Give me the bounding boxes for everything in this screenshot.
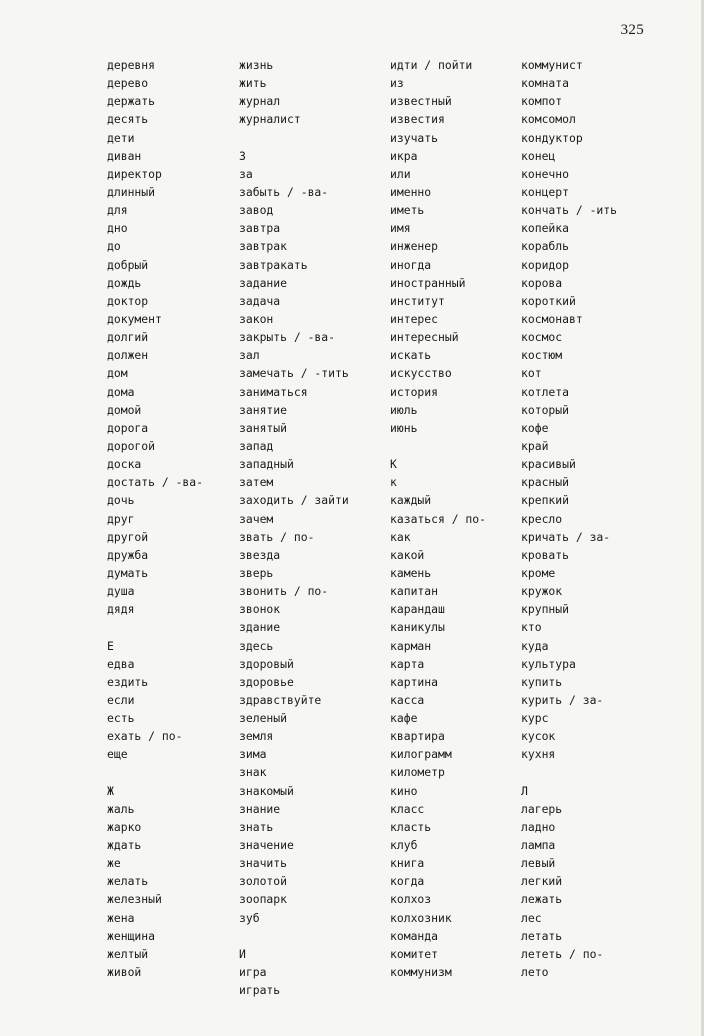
word-entry: изучать	[390, 130, 439, 145]
section-letter: Ж	[107, 783, 114, 798]
word-entry: завтра	[239, 221, 281, 236]
word-entry: ждать	[107, 838, 142, 853]
word-entry: летать	[521, 928, 563, 943]
word-entry: жена	[107, 910, 135, 925]
word-entry: кресло	[521, 511, 563, 526]
word-entry: жить	[239, 76, 267, 91]
word-entry: игра	[239, 965, 267, 980]
word-entry: закрыть / -ва-	[239, 330, 336, 345]
word-entry: кухня	[521, 747, 556, 762]
word-entry: доска	[107, 457, 142, 472]
word-entry: завод	[239, 203, 274, 218]
word-entry: костюм	[521, 348, 563, 363]
word-entry: комитет	[390, 946, 439, 961]
word-entry: куда	[521, 638, 549, 653]
word-entry: кровать	[521, 547, 570, 562]
word-entry: зуб	[239, 910, 260, 925]
word-entry: красивый	[521, 457, 576, 472]
word-entry: легкий	[521, 874, 563, 889]
word-entry: инженер	[390, 239, 439, 254]
word-entry: документ	[107, 311, 162, 326]
word-entry: икра	[390, 148, 418, 163]
word-entry: корабль	[521, 239, 570, 254]
word-entry: знак	[239, 765, 267, 780]
word-entry: класс	[390, 801, 425, 816]
word-entry: космонавт	[521, 311, 583, 326]
word-entry: золотой	[239, 874, 288, 889]
word-entry: земля	[239, 729, 274, 744]
word-entry: дождь	[107, 275, 142, 290]
word-entry: занятый	[239, 420, 288, 435]
word-entry: кончать / -ить	[521, 203, 618, 218]
word-entry: который	[521, 402, 570, 417]
word-entry: звонить / по-	[239, 584, 329, 599]
word-entry: журналист	[239, 112, 301, 127]
word-entry: крупный	[521, 602, 570, 617]
word-entry: женщина	[107, 928, 156, 943]
word-entry: жарко	[107, 819, 142, 834]
word-entry: лежать	[521, 892, 563, 907]
word-entry: крепкий	[521, 493, 570, 508]
word-entry: кружок	[521, 584, 563, 599]
word-entry: иностранный	[390, 275, 466, 290]
section-letter: К	[390, 457, 397, 472]
word-entry: за	[239, 166, 253, 181]
word-entry: заходить / зайти	[239, 493, 349, 508]
word-entry: котлета	[521, 384, 570, 399]
word-entry: колхоз	[390, 892, 432, 907]
word-entry: каждый	[390, 493, 432, 508]
word-entry: концерт	[521, 184, 570, 199]
word-entry: домой	[107, 402, 142, 417]
word-entry: комсомол	[521, 112, 576, 127]
word-entry: ехать / по-	[107, 729, 183, 744]
word-entry: еще	[107, 747, 128, 762]
section-gap	[239, 927, 349, 945]
word-entry: здание	[239, 620, 281, 635]
word-entry: долгий	[107, 330, 149, 345]
word-entry: журнал	[239, 94, 281, 109]
word-entry: звезда	[239, 547, 281, 562]
word-entry: же	[107, 856, 121, 871]
word-entry: зал	[239, 348, 260, 363]
word-entry: дома	[107, 384, 135, 399]
word-entry: конечно	[521, 166, 570, 181]
word-entry: карандаш	[390, 602, 445, 617]
word-entry: знание	[239, 801, 281, 816]
word-entry: кафе	[390, 711, 418, 726]
word-entry: из	[390, 76, 404, 91]
word-entry: значение	[239, 838, 294, 853]
word-entry: дно	[107, 221, 128, 236]
word-entry: есть	[107, 711, 135, 726]
section-gap	[521, 763, 617, 781]
word-entry: зеленый	[239, 711, 288, 726]
word-entry: кусок	[521, 729, 556, 744]
page-number: 325	[620, 22, 644, 38]
word-entry: другой	[107, 529, 149, 544]
word-entry: дерево	[107, 76, 149, 91]
word-entry: иметь	[390, 203, 425, 218]
word-entry: клуб	[390, 838, 418, 853]
word-entry: желать	[107, 874, 149, 889]
word-entry: колхозник	[390, 910, 452, 925]
word-entry: кофе	[521, 420, 549, 435]
section-gap	[390, 437, 486, 455]
word-entry: запад	[239, 438, 274, 453]
word-entry: дядя	[107, 602, 135, 617]
word-entry: какой	[390, 547, 425, 562]
word-entry: имя	[390, 221, 411, 236]
word-entry: деревня	[107, 58, 156, 72]
word-entry: или	[390, 166, 411, 181]
word-entry: доктор	[107, 293, 149, 308]
word-entry: картина	[390, 674, 439, 689]
word-entry: зверь	[239, 565, 274, 580]
word-entry: коммунист	[521, 58, 583, 72]
word-entry: левый	[521, 856, 556, 871]
word-entry: значить	[239, 856, 288, 871]
word-entry: каникулы	[390, 620, 445, 635]
section-gap	[107, 763, 203, 781]
word-entry: кроме	[521, 565, 556, 580]
word-entry: дорогой	[107, 438, 156, 453]
word-entry: звонок	[239, 602, 281, 617]
word-entry: когда	[390, 874, 425, 889]
word-entry: кто	[521, 620, 542, 635]
word-entry: лето	[521, 965, 549, 980]
word-entry: забыть / -ва-	[239, 184, 329, 199]
word-entry: коридор	[521, 257, 570, 272]
word-entry: дом	[107, 366, 128, 381]
word-entry: квартира	[390, 729, 445, 744]
word-entry: дочь	[107, 493, 135, 508]
word-entry: известия	[390, 112, 445, 127]
word-entry: компот	[521, 94, 563, 109]
word-entry: зоопарк	[239, 892, 288, 907]
word-entry: коммунизм	[390, 965, 452, 980]
word-entry: класть	[390, 819, 432, 834]
word-entry: западный	[239, 457, 294, 472]
word-entry: зима	[239, 747, 267, 762]
word-entry: кот	[521, 366, 542, 381]
word-entry: здравствуйте	[239, 692, 322, 707]
word-entry: кино	[390, 783, 418, 798]
word-entry: килограмм	[390, 747, 452, 762]
word-entry: край	[521, 438, 549, 453]
word-entry: известный	[390, 94, 452, 109]
word-entry: курить / за-	[521, 692, 604, 707]
word-entry: должен	[107, 348, 149, 363]
word-entry: ладно	[521, 819, 556, 834]
word-entry: конец	[521, 148, 556, 163]
word-entry: казаться / по-	[390, 511, 487, 526]
word-entry: завтракать	[239, 257, 308, 272]
section-letter: И	[239, 946, 246, 961]
word-entry: железный	[107, 892, 162, 907]
word-entry: интерес	[390, 311, 439, 326]
word-entry: лес	[521, 910, 542, 925]
word-entry: камень	[390, 565, 432, 580]
word-entry: достать / -ва-	[107, 475, 204, 490]
word-entry: душа	[107, 584, 135, 599]
word-entry: затем	[239, 475, 274, 490]
word-entry: комната	[521, 76, 570, 91]
word-entry: короткий	[521, 293, 576, 308]
word-entry: корова	[521, 275, 563, 290]
word-entry: знакомый	[239, 783, 294, 798]
word-entry: знать	[239, 819, 274, 834]
word-entry: искать	[390, 348, 432, 363]
word-entry: дорога	[107, 420, 149, 435]
word-entry: желтый	[107, 946, 149, 961]
word-entry: диван	[107, 148, 142, 163]
word-entry: дети	[107, 130, 135, 145]
word-entry: иногда	[390, 257, 432, 272]
word-entry: кондуктор	[521, 130, 583, 145]
word-entry: думать	[107, 565, 149, 580]
word-entry: красный	[521, 475, 570, 490]
word-entry: заниматься	[239, 384, 308, 399]
section-letter: Л	[521, 783, 528, 798]
word-entry: кричать / за-	[521, 529, 611, 544]
word-entry: живой	[107, 965, 142, 980]
section-gap	[107, 618, 203, 636]
word-entry: искусство	[390, 366, 452, 381]
word-column-3	[390, 56, 486, 981]
word-entry: курс	[521, 711, 549, 726]
word-column-4	[521, 56, 617, 981]
word-entry: замечать / -тить	[239, 366, 349, 381]
word-entry: карта	[390, 656, 425, 671]
section-letter: Е	[107, 638, 114, 653]
word-entry: космос	[521, 330, 563, 345]
word-entry: ездить	[107, 674, 149, 689]
section-letter: З	[239, 148, 246, 163]
word-entry: до	[107, 239, 121, 254]
word-entry: к	[390, 475, 397, 490]
section-gap	[239, 129, 349, 147]
word-entry: держать	[107, 94, 156, 109]
word-entry: жаль	[107, 801, 135, 816]
word-entry: команда	[390, 928, 439, 943]
word-entry: июль	[390, 402, 418, 417]
word-entry: история	[390, 384, 439, 399]
word-entry: дружба	[107, 547, 149, 562]
word-entry: карман	[390, 638, 432, 653]
word-entry: здесь	[239, 638, 274, 653]
word-entry: копейка	[521, 221, 570, 236]
word-entry: завтрак	[239, 239, 288, 254]
word-entry: десять	[107, 112, 149, 127]
word-entry: длинный	[107, 184, 156, 199]
word-entry: как	[390, 529, 411, 544]
word-entry: закон	[239, 311, 274, 326]
word-entry: звать / по-	[239, 529, 315, 544]
word-entry: лететь / по-	[521, 946, 604, 961]
word-entry: культура	[521, 656, 576, 671]
word-entry: интересный	[390, 330, 459, 345]
word-entry: для	[107, 203, 128, 218]
word-entry: лагерь	[521, 801, 563, 816]
word-column-1	[107, 56, 203, 981]
word-entry: институт	[390, 293, 445, 308]
word-entry: задача	[239, 293, 281, 308]
word-entry: добрый	[107, 257, 149, 272]
word-entry: книга	[390, 856, 425, 871]
word-entry: зачем	[239, 511, 274, 526]
word-entry: едва	[107, 656, 135, 671]
word-entry: жизнь	[239, 58, 274, 72]
word-entry: лампа	[521, 838, 556, 853]
word-entry: июнь	[390, 420, 418, 435]
word-entry: капитан	[390, 584, 439, 599]
word-entry: друг	[107, 511, 135, 526]
word-entry: именно	[390, 184, 432, 199]
word-entry: задание	[239, 275, 288, 290]
word-entry: купить	[521, 674, 563, 689]
word-column-2	[239, 56, 349, 999]
word-entry: занятие	[239, 402, 288, 417]
word-entry: касса	[390, 692, 425, 707]
word-entry: идти / пойти	[390, 58, 473, 72]
word-entry: если	[107, 692, 135, 707]
word-entry: здоровье	[239, 674, 294, 689]
word-entry: играть	[239, 983, 281, 998]
word-entry: здоровый	[239, 656, 294, 671]
word-entry: километр	[390, 765, 445, 780]
word-entry: директор	[107, 166, 162, 181]
